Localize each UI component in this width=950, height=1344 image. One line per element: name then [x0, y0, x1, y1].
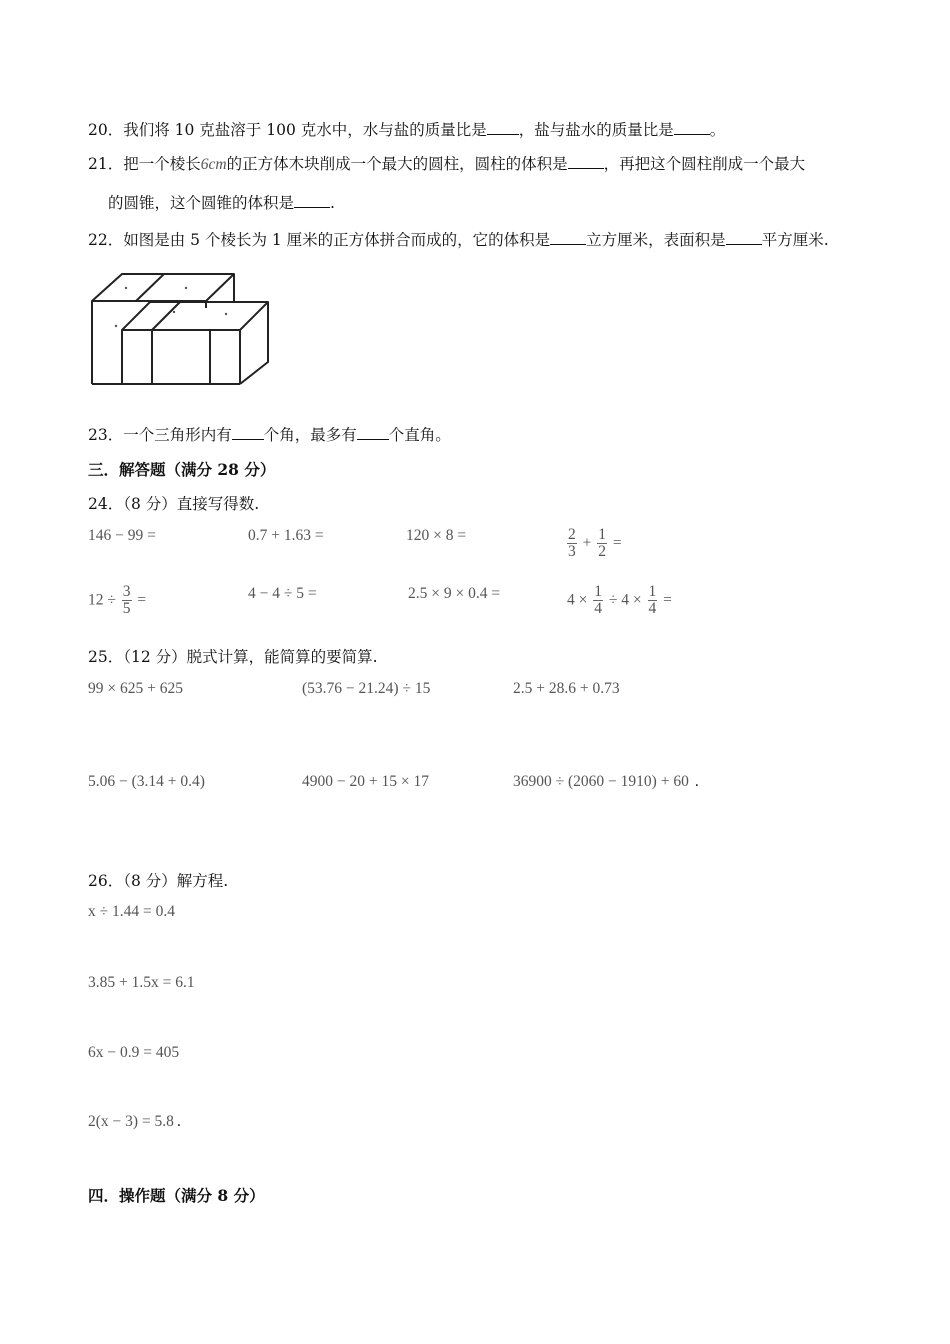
answer-blank[interactable]	[357, 425, 389, 440]
question-number: 21．	[88, 155, 124, 173]
cube-figure	[86, 268, 276, 388]
question-22	[88, 228, 829, 250]
question-text: 我们将 10 克盐溶于 100 克水中，水与盐的质量比是	[123, 121, 487, 139]
math-unit: 6cm	[200, 156, 227, 173]
question-text: ，盐与盐水的质量比是	[518, 121, 674, 139]
answer-blank[interactable]	[294, 193, 330, 208]
question-text: 一个三角形内有	[123, 426, 232, 444]
question-text: 把一个棱长	[123, 155, 201, 173]
question-text: .	[330, 194, 335, 212]
answer-blank[interactable]	[232, 425, 264, 440]
question-26-heading: 26．（8 分）解方程.	[88, 872, 229, 890]
answer-blank[interactable]	[568, 154, 604, 169]
expression-fraction-product: 4 × $\frac{1}{4}$ ÷ 4 × $\frac{1}{4}$ =	[567, 583, 672, 618]
question-21	[88, 152, 805, 174]
answer-blank[interactable]	[550, 230, 586, 245]
equation: 6x − 0.9 = 405	[88, 1044, 180, 1061]
question-24-heading: 24．（8 分）直接写得数.	[88, 495, 260, 513]
fraction: $\frac{3}{5}$	[122, 583, 131, 618]
expression: (53.76 − 21.24) ÷ 15	[302, 680, 431, 697]
expression: 99 × 625 + 625	[88, 680, 183, 697]
expression: 2.5 + 28.6 + 0.73	[513, 680, 620, 697]
expression: 146 − 99 =	[88, 527, 156, 544]
question-text: 的圆锥，这个圆锥的体积是	[108, 194, 295, 212]
equation: 3.85 + 1.5x = 6.1	[88, 974, 195, 991]
expression: 120 × 8 =	[406, 527, 467, 544]
answer-blank[interactable]	[726, 230, 762, 245]
question-text: 平方厘米.	[761, 231, 829, 249]
answer-blank[interactable]	[487, 120, 519, 135]
fraction: $\frac{1}{4}$	[594, 583, 602, 618]
expression: 2.5 × 9 × 0.4 =	[408, 585, 501, 602]
question-text: 立方厘米，表面积是	[586, 231, 726, 249]
question-20	[88, 118, 725, 140]
question-text: 如图是由 5 个棱长为 1 厘米的正方体拼合而成的，它的体积是	[123, 231, 551, 249]
section-4-heading: 四．操作题（满分 8 分）	[88, 1186, 265, 1205]
question-text: 。	[709, 121, 726, 139]
equation: x ÷ 1.44 = 0.4	[88, 903, 175, 920]
expression-fraction-sum: $\frac{2}{3}$ + $\frac{1}{2}$ =	[568, 526, 622, 561]
expression: 36900 ÷ (2060 − 1910) + 60 .	[513, 773, 699, 790]
equation: 2(x − 3) = 5.8 .	[88, 1113, 181, 1130]
expression-fraction-divide: 12 ÷ $\frac{3}{5}$ =	[88, 583, 147, 618]
expression: 4900 − 20 + 15 × 17	[302, 773, 429, 790]
question-text: ，再把这个圆柱削成一个最大	[603, 155, 806, 173]
answer-blank[interactable]	[674, 120, 710, 135]
fraction: $\frac{1}{2}$	[598, 526, 606, 561]
fraction: $\frac{1}{4}$	[648, 583, 657, 618]
question-25-heading: 25．（12 分）脱式计算，能简算的要简算.	[88, 648, 378, 666]
question-number: 20．	[88, 121, 124, 139]
question-number: 22．	[88, 231, 124, 249]
question-text: 个直角。	[388, 426, 451, 444]
expression: 4 − 4 ÷ 5 =	[248, 585, 317, 602]
question-number: 23．	[88, 426, 124, 444]
section-3-heading: 三．解答题（满分 28 分）	[88, 460, 276, 479]
expression: 0.7 + 1.63 =	[248, 527, 324, 544]
question-text: 个角，最多有	[263, 426, 357, 444]
question-23	[88, 423, 451, 445]
question-text: 的正方体木块削成一个最大的圆柱，圆柱的体积是	[226, 155, 568, 173]
expression: 5.06 − (3.14 + 0.4)	[88, 773, 205, 790]
fraction: $\frac{2}{3}$	[568, 526, 576, 561]
question-21-line-2	[108, 191, 335, 213]
